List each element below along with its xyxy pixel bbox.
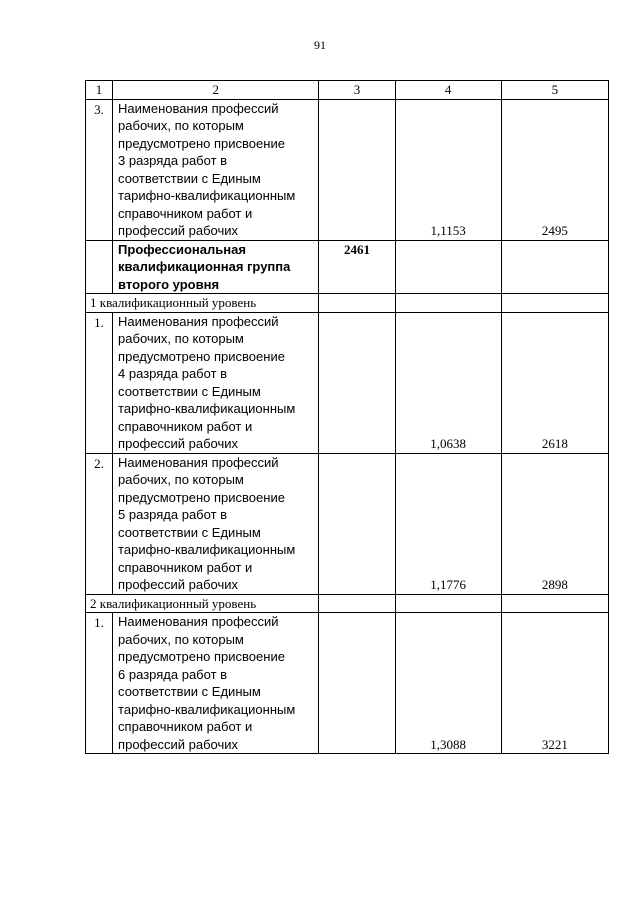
header-cell-4: 4 <box>395 81 501 100</box>
header-cell-1: 1 <box>86 81 113 100</box>
row-number: 1. <box>86 613 113 754</box>
table-row <box>86 240 609 294</box>
table-row <box>86 613 609 754</box>
salary-cell: 2495 <box>501 99 608 240</box>
header-cell-2: 2 <box>113 81 319 100</box>
empty-cell <box>395 294 501 313</box>
empty-cell <box>319 294 395 313</box>
group-title: Профессиональная квалификационная группа второго уровня <box>113 240 319 294</box>
level-row <box>86 594 609 613</box>
table-row <box>86 453 609 594</box>
qualification-level-label: 1 квалификационный уровень <box>86 294 319 313</box>
table-row <box>86 312 609 453</box>
profession-name: Наименования профессий рабочих, по которым предусмотрено присвоение 6 разряда работ в соответствии с Единым тарифно-квалификационным справочником работ и профессий рабочих <box>113 613 319 754</box>
coefficient-cell: 1,0638 <box>395 312 501 453</box>
empty-cell <box>319 594 395 613</box>
base-salary-cell <box>319 453 395 594</box>
coefficient-cell: 1,1153 <box>395 99 501 240</box>
base-salary-cell <box>319 613 395 754</box>
table-header-row <box>86 81 609 100</box>
salary-cell: 2898 <box>501 453 608 594</box>
profession-name: Наименования профессий рабочих, по которым предусмотрено присвоение 4 разряда работ в соответствии с Единым тарифно-квалификационным справочником работ и профессий рабочих <box>113 312 319 453</box>
empty-cell <box>501 594 608 613</box>
base-salary-cell: 2461 <box>319 240 395 294</box>
salary-cell: 2618 <box>501 312 608 453</box>
coefficient-cell: 1,1776 <box>395 453 501 594</box>
profession-name: Наименования профессий рабочих, по которым предусмотрено присвоение 5 разряда работ в соответствии с Единым тарифно-квалификационным справочником работ и профессий рабочих <box>113 453 319 594</box>
salary-cell: 3221 <box>501 613 608 754</box>
row-number: 3. <box>86 99 113 240</box>
base-salary-cell <box>319 99 395 240</box>
empty-cell <box>395 594 501 613</box>
qualification-table <box>85 80 609 754</box>
coefficient-cell: 1,3088 <box>395 613 501 754</box>
qualification-level-label: 2 квалификационный уровень <box>86 594 319 613</box>
empty-cell <box>501 294 608 313</box>
page-number: 91 <box>314 38 326 52</box>
coefficient-cell <box>395 240 501 294</box>
salary-cell <box>501 240 608 294</box>
base-salary-cell <box>319 312 395 453</box>
header-cell-5: 5 <box>501 81 608 100</box>
row-number <box>86 240 113 294</box>
profession-name: Наименования профессий рабочих, по которым предусмотрено присвоение 3 разряда работ в соответствии с Единым тарифно-квалификационным справочником работ и профессий рабочих <box>113 99 319 240</box>
row-number: 1. <box>86 312 113 453</box>
level-row <box>86 294 609 313</box>
header-cell-3: 3 <box>319 81 395 100</box>
table-row <box>86 99 609 240</box>
row-number: 2. <box>86 453 113 594</box>
